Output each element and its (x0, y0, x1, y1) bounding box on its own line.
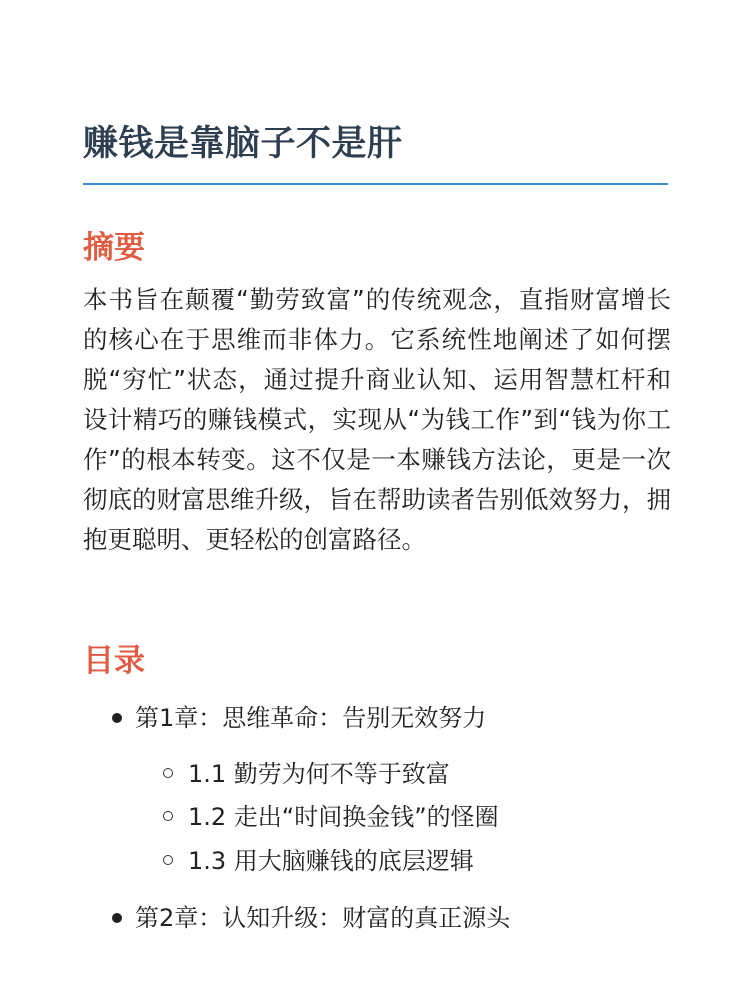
toc-chapter-label: 第2章：认知升级：财富的真正源头 (135, 904, 511, 932)
title-divider (83, 183, 668, 185)
toc-chapter-label: 第1章：思维革命：告别无效努力 (135, 704, 487, 732)
page-title: 赚钱是靠脑子不是肝 (83, 124, 403, 164)
toc-section-label: 1.3 用大脑赚钱的底层逻辑 (188, 847, 474, 875)
summary-text: 本书旨在颠覆“勤劳致富”的传统观念，直指财富增长的核心在于思维而非体力。它系统性地阐述了如何摆脱“穷忙”状态，通过提升商业认知、运用智慧杠杆和设计精巧的赚钱模式，实现从“为钱工作”到“钱为你工作”的根本转变。这不仅是一本赚钱方法论，更是一次彻底的财富思维升级，旨在帮助读者告别低效努力，拥抱更聪明、更轻松的创富路径。 (83, 285, 671, 554)
toc-section-label: 1.2 走出“时间换金钱”的怪圈 (188, 803, 499, 831)
bullet-circle-icon (163, 811, 173, 821)
bullet-disc-icon (112, 913, 122, 923)
bullet-circle-icon (163, 768, 173, 778)
summary-heading: 摘要 (83, 230, 145, 266)
bullet-circle-icon (163, 855, 173, 865)
bullet-disc-icon (112, 713, 122, 723)
toc-heading: 目录 (83, 643, 145, 679)
toc-section-label: 1.1 勤劳为何不等于致富 (188, 760, 450, 788)
